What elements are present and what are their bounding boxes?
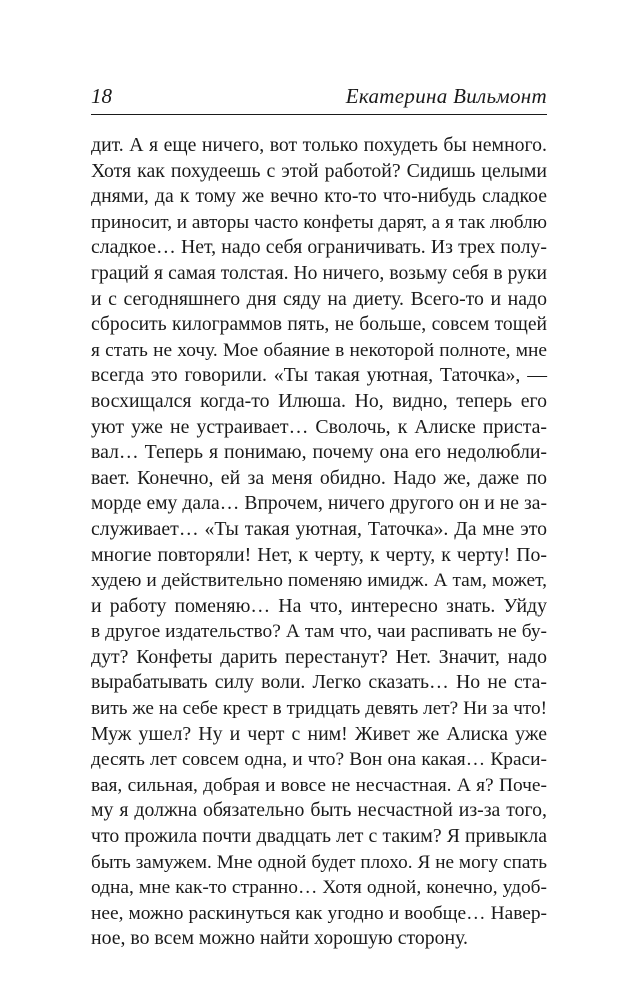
text-line: му я должна обязательно быть несчастной из-за того,: [91, 799, 547, 822]
text-line: восхищался когда-то Илюша. Но, видно, теперь его: [91, 389, 547, 412]
text-line: служивает… «Ты такая уютная, Таточка». Да мне это: [91, 517, 547, 540]
body-text: [91, 133, 547, 952]
text-line: и с сегодняшнего дня сяду на диету. Всего-то и надо: [91, 287, 547, 310]
page-number: 18: [91, 84, 112, 108]
text-line: Муж ушел? Ну и черт с ним! Живет же Алиска уже: [91, 722, 547, 745]
text-line: вырабатывать силу воли. Легко сказать… Но не ста-: [91, 671, 547, 694]
text-line: ное, во всем можно найти хорошую сторону.: [91, 927, 468, 950]
text-line: что прожила почти двадцать лет с таким? Я привыкла: [91, 825, 547, 848]
text-line: вить же на себе крест в тридцать девять лет? Ни за что!: [91, 698, 547, 720]
text-line: и работу поменяю… На что, интересно знать. Уйду: [91, 594, 547, 617]
text-line: сладкое… Нет, надо себя ограничивать. Из трех полу-: [91, 236, 547, 259]
text-line: нее, можно раскинуться как угодно и вообще… Навер-: [91, 902, 547, 924]
text-line: дит. А я еще ничего, вот только похудеть бы немного.: [91, 134, 547, 156]
text-line: сбросить килограммов пять, не больше, совсем тощей: [91, 314, 547, 336]
text-line: всегда это говорили. «Ты такая уютная, Таточка», —: [91, 364, 547, 387]
text-line: морде ему дала… Впрочем, ничего другого он и не за-: [91, 493, 547, 515]
text-line: десять лет совсем одна, и что? Вон она какая… Краси-: [91, 749, 547, 771]
text-line: вая, сильная, добрая и вовсе не несчастная. А я? Поче-: [91, 774, 547, 796]
text-line: в другое издательство? А там что, чаи распивать не бу-: [91, 621, 547, 643]
text-line: приносит, и авторы часто конфеты дарят, а я так люблю: [91, 211, 547, 233]
running-head-author: Екатерина Вильмонт: [345, 84, 547, 108]
text-line: днями, да к тому же вечно кто-то что-нибудь сладкое: [91, 185, 547, 208]
header-rule: [91, 114, 547, 115]
text-line: многие повторяли! Нет, к черту, к черту, к черту! По-: [91, 543, 547, 566]
text-line: дут? Конфеты дарить перестанут? Нет. Значит, надо: [91, 645, 547, 668]
text-line: уют уже не устраивает… Сволочь, к Алиске приста-: [91, 415, 547, 438]
text-line: я стать не хочу. Мое обаяние в некоторой полноте, мне: [91, 339, 547, 361]
text-line: Хотя как похудеешь с этой работой? Сидишь целыми: [91, 159, 547, 182]
text-line: граций я самая толстая. Но ничего, возьму себя в руки: [91, 262, 547, 284]
text-line: вает. Конечно, ей за меня обидно. Надо же, даже по: [91, 466, 547, 489]
text-line: быть замужем. Мне одной будет плохо. Я не могу спать: [91, 851, 547, 873]
text-line: худею и действительно поменяю имидж. А там, может,: [91, 570, 547, 592]
running-head: [91, 78, 547, 112]
text-line: одна, мне как-то странно… Хотя одной, конечно, удоб-: [91, 877, 547, 899]
text-line: вал… Теперь я понимаю, почему она его недолюбли-: [91, 441, 547, 464]
